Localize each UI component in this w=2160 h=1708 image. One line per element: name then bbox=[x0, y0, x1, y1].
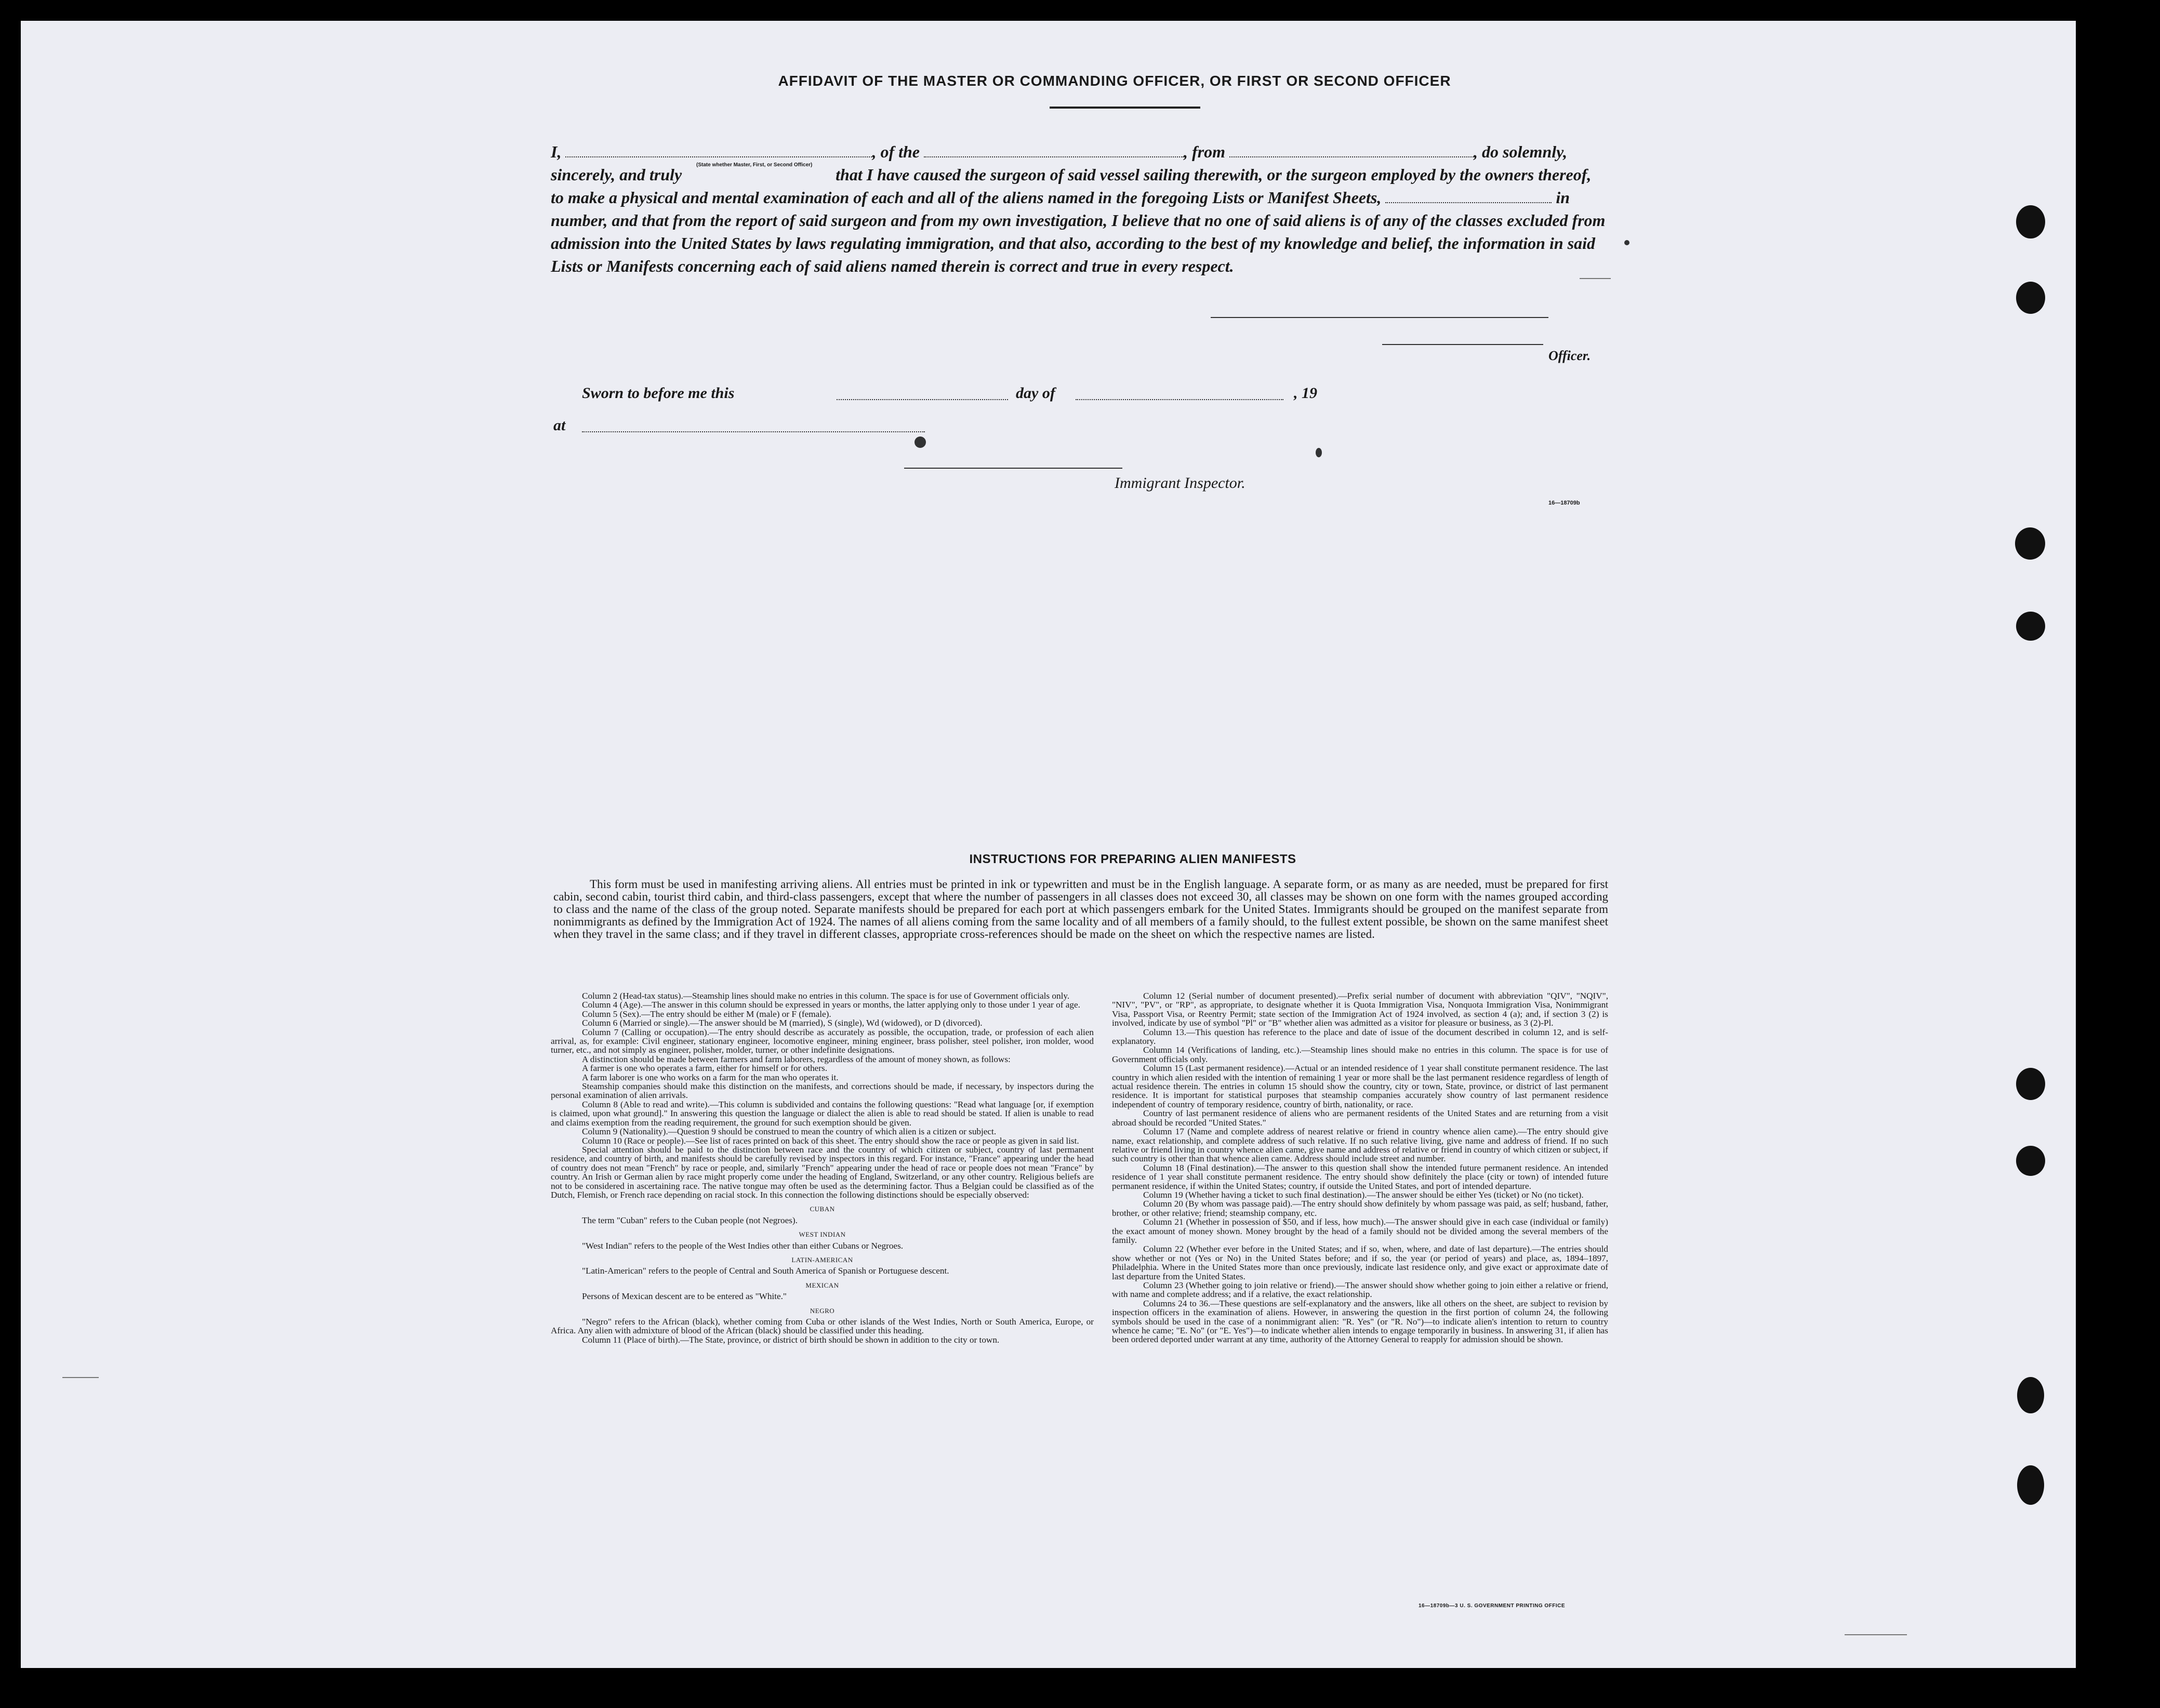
inspector-label: Immigrant Inspector. bbox=[1115, 474, 1245, 492]
binder-hole-icon bbox=[2016, 1068, 2045, 1100]
instruction-paragraph: Column 6 (Married or single).—The answer should be M (married), S (single), Wd (widowed), or D (divorced). bbox=[582, 1018, 983, 1028]
ink-blot bbox=[1316, 448, 1322, 457]
officer-label: Officer. bbox=[1548, 348, 1591, 363]
officer-name-blank[interactable] bbox=[565, 143, 872, 157]
sworn-label: Sworn to before me this bbox=[582, 385, 735, 402]
affidavit-body-1: that I have caused the surgeon of said vessel sailing therewith, or the surgeon employed by the owners thereof, to make a physical and mental examination of each and all of the aliens named in the foregoing Lists or Manifest Sheets, bbox=[551, 165, 1592, 207]
instructions-right-column bbox=[1112, 991, 1608, 1344]
instruction-paragraph: A distinction should be made between farmers and farm laborers, regardless of the amount of money shown, as follows: bbox=[582, 1054, 1011, 1064]
affidavit-solemnly: solemnly, sincerely, and truly bbox=[551, 142, 1568, 184]
instruction-paragraph: Columns 24 to 36.—These questions are self-explanatory and the answers, like all others on the sheet, are subject to revision by inspection officers in the examination of aliens. However, in answering the question in the first portion of column 24, the following symbols should be used in the case of a nonimmigrant alien: "R. Yes" (or "R. No")—to indicate alien's intention to return to country whence he came; "E. No" (or "E. Yes")—to indicate whether alien intends to engage temporarily in business. In answering 31, if alien has been ordered deported under warrant at any time, authority of the Attorney General to reapply for admission should be shown. bbox=[1112, 1298, 1608, 1345]
subhead-negro: NEGRO bbox=[810, 1306, 835, 1315]
signature-line-1[interactable] bbox=[1211, 317, 1548, 318]
affidavit-title: AFFIDAVIT OF THE MASTER OR COMMANDING OFFICER, OR FIRST OR SECOND OFFICER bbox=[778, 73, 1451, 89]
instruction-paragraph: "Negro" refers to the African (black), whether coming from Cuba or other islands of the West Indies, North or South America, Europe, or Africa. Any alien with admixture of blood of the African (black) should be classified under this heading. bbox=[551, 1317, 1094, 1336]
instruction-paragraph: A farmer is one who operates a farm, either for himself or for others. bbox=[582, 1063, 828, 1074]
at-label: at bbox=[553, 417, 566, 434]
scan-mark bbox=[62, 1377, 99, 1378]
title-underline bbox=[1050, 107, 1200, 109]
binder-hole-icon bbox=[2016, 205, 2045, 239]
instruction-paragraph: Column 11 (Place of birth).—The State, province, or district of birth should be shown in addition to the city or town. bbox=[582, 1334, 1000, 1345]
instruction-paragraph: Column 2 (Head-tax status).—Steamship lines should make no entries in this column. The space is for use of Government officials only. bbox=[582, 991, 1070, 1001]
inspector-signature-line[interactable] bbox=[904, 468, 1122, 469]
signature-line-2[interactable] bbox=[1382, 344, 1543, 345]
instructions-intro: This form must be used in manifesting arriving aliens. All entries must be printed in ink or typewritten and must be in the English language. A separate form, or as many as are needed, must be prepared for first cabin, second cabin, tourist third cabin, and third-class passengers, except that where the number of passengers in all classes does not exceed 30, all classes may be shown on one form with the names grouped according to class and the name of the class of the group noted. Separate manifests should be prepared for each port at which passengers embark for the United States. Immigrants should be grouped on the manifest separate from nonimmigrants as defined by the Immigration Act of 1924. The names of all aliens coming from the same locality and of all members of a family should, to the fullest extent possible, be shown on the same manifest sheet when they travel in the same class; and if they travel in different classes, appropriate cross-references should be made on the sheet on which the respective names are listed. bbox=[553, 878, 1608, 941]
instruction-paragraph: Column 23 (Whether going to join relative or friend).—The answer should show whether going to join either a relative or friend, with name and complete address; and if a relative, the exact relationship. bbox=[1112, 1280, 1608, 1300]
instruction-paragraph: Column 4 (Age).—The answer in this column should be expressed in years or months, the latter applying only to those under 1 year of age. bbox=[582, 1000, 1080, 1010]
sworn-day-blank[interactable] bbox=[837, 399, 1008, 400]
instruction-paragraph: Column 21 (Whether in possession of $50, and if less, how much).—The answer should give in each case (individual or family) the exact amount of money shown. Money brought by the head of a family should not be divided among the several members of the family. bbox=[1112, 1217, 1608, 1245]
affidavit-word-do: , do bbox=[1474, 142, 1499, 161]
instruction-paragraph: Column 17 (Name and complete address of nearest relative or friend in country whence alien came).—The entry should give name, exact relationship, and complete address of such relative. If no such relative living, give name and address of friend. If no such relative or friend living in country whence alien came, give name and address of relative or friend in country of which citizen or subject, if such country is other than that whence alien came. Address should include street and number. bbox=[1112, 1127, 1608, 1164]
port-from-blank[interactable] bbox=[1229, 143, 1474, 157]
printing-office-footer: 16—18709b—3 U. S. GOVERNMENT PRINTING OFFICE bbox=[1419, 1603, 1566, 1609]
form-number-top: 16—18709b bbox=[1548, 500, 1580, 506]
instruction-paragraph: Column 7 (Calling or occupation).—The entry should describe as accurately as possible, the occupation, trade, or profession of each alien arrival, as, for example: Civil engineer, stationary engineer, locomotive engineer, mining engineer, brass polisher, steel polisher, iron molder, wood turner, etc., and not simply as engineer, polisher, molder, turner, or other indefinite designations. bbox=[551, 1027, 1094, 1055]
instructions-title: INSTRUCTIONS FOR PREPARING ALIEN MANIFESTS bbox=[969, 852, 1296, 866]
instruction-paragraph: "West Indian" refers to the people of the West Indies other than either Cubans or Negroes. bbox=[582, 1240, 904, 1251]
instruction-paragraph: Column 18 (Final destination).—The answer to this question shall show the intended future permanent residence. An intended residence of 1 year shall constitute permanent residence. The entry should show definitely the place (city or town) of intended future permanent residence, if within the United States; country, if outside the United States, and port of intended departure. bbox=[1112, 1162, 1608, 1191]
subhead-cuban: CUBAN bbox=[810, 1205, 835, 1213]
affidavit-word-i: I, bbox=[551, 142, 562, 161]
day-of-label: day of bbox=[1016, 385, 1055, 402]
instruction-paragraph: Steamship companies should make this distinction on the manifests, and corrections should be made, if necessary, by inspectors during the personal examination of alien arrivals. bbox=[551, 1081, 1094, 1101]
instruction-paragraph: Column 20 (By whom was passage paid).—The entry should show definitely by whom passage was paid, as self; husband, father, brother, or other relative; friend; steamship company, etc. bbox=[1112, 1199, 1608, 1218]
instruction-paragraph: "Latin-American" refers to the people of Central and South America of Spanish or Portuguese descent. bbox=[582, 1266, 949, 1276]
binder-hole-icon bbox=[2017, 1465, 2044, 1505]
affidavit-text bbox=[551, 140, 1606, 277]
instruction-paragraph: The term "Cuban" refers to the Cuban people (not Negroes). bbox=[582, 1215, 798, 1225]
binder-hole-icon bbox=[2017, 1377, 2044, 1413]
scan-mark bbox=[1580, 278, 1611, 279]
instruction-paragraph: Column 10 (Race or people).—See list of races printed on back of this sheet. The entry should show the race or people as given in said list. bbox=[582, 1135, 1079, 1146]
instruction-paragraph: Column 9 (Nationality).—Question 9 should be construed to mean the country of which alien is a citizen or subject. bbox=[582, 1127, 997, 1137]
year-label: , 19 bbox=[1294, 385, 1317, 402]
officer-rank-note: (State whether Master, First, or Second Officer) bbox=[696, 162, 813, 168]
ink-dot bbox=[1624, 240, 1629, 245]
instruction-paragraph: Column 12 (Serial number of document presented).—Prefix serial number of document with abbreviation "QIV", "NQIV", "NIV", "PV", or "RP", as appropriate, to designate whether it is Quota Immigration Visa, Nonquota Immigration Visa, Nonimmigrant Visa, Passport Visa, or Reentry Permit; state section of the Immigration Act of 1924 involved, as section 4 (a); and, if section 3 (2) is involved, indicate by use of symbol "Pl" or "B" whether alien was admitted as a visitor for pleasure or business, as 3 (2)-Pl. bbox=[1112, 991, 1608, 1028]
instruction-paragraph: Persons of Mexican descent are to be entered as "White." bbox=[582, 1291, 787, 1302]
instruction-paragraph: Country of last permanent residence of aliens who are permanent residents of the United States and are returning from a visit abroad should be recorded "United States." bbox=[1112, 1108, 1608, 1128]
ink-blot bbox=[915, 436, 926, 448]
instructions-left-column bbox=[551, 991, 1094, 1344]
affidavit-word-of-the: , of the bbox=[872, 142, 920, 161]
affidavit-body-2: in number, and that from the report of said surgeon and from my own investigation, I believe that no one of said aliens is of any of the classes excluded from admission into the United States by laws regulating immigration, and that also, according to the best of my knowledge and belief, the information in said Lists or Manifests concerning each of said aliens named therein is correct and true in every respect. bbox=[551, 188, 1606, 275]
binder-hole-icon bbox=[2016, 612, 2045, 641]
instruction-paragraph: Column 5 (Sex).—The entry should be either M (male) or F (female). bbox=[582, 1009, 831, 1019]
vessel-name-blank[interactable] bbox=[924, 143, 1184, 157]
binder-hole-icon bbox=[2015, 527, 2045, 560]
manifest-back-sheet bbox=[21, 21, 2076, 1668]
instruction-paragraph: Column 15 (Last permanent residence).—Actual or an intended residence of 1 year shall constitute permanent residence. The last country in which alien resided with the intention of remaining 1 year or more shall be the last permanent residence regardless of length of actual residence therein. The entries in column 15 should show the country, city or town, State, province, or district of last permanent residence. It is important for statistical purposes that steamship companies accurately show country of last permanent residence independent of country of temporary residence, country of birth, nationality, or race. bbox=[1112, 1063, 1608, 1109]
instruction-paragraph: Column 22 (Whether ever before in the United States; and if so, when, where, and date of last departure).—The entries should show whether or not (Yes or No) in the United States before; and if so, the year (or period of years) and place, as, 1894–1897, Philadelphia. Where in the United States more than once previously, indicate last residence only, and give exact or approximate date of last departure from the United States. bbox=[1112, 1244, 1608, 1281]
subhead-mexican: MEXICAN bbox=[805, 1281, 839, 1289]
alien-count-blank[interactable] bbox=[1385, 189, 1552, 203]
instruction-paragraph: Column 13.—This question has reference to the place and date of issue of the document described in column 12, and is self-explanatory. bbox=[1112, 1027, 1608, 1047]
binder-hole-icon bbox=[2016, 282, 2045, 314]
instruction-paragraph: Column 19 (Whether having a ticket to such final destination).—The answer should be either Yes (ticket) or No (no ticket). bbox=[1143, 1189, 1584, 1200]
at-place-blank[interactable] bbox=[582, 431, 925, 432]
instruction-paragraph: Special attention should be paid to the distinction between race and the country of which citizen or subject, country of last permanent residence, and country of birth, and manifests should be carefully revised by inspectors in this regard. For instance, "France" appearing under the head of country does not mean "French" by race or people, and, similarly "French" appearing under the head of race or people does not mean "France" by country. An Irish or German alien by race might properly come under the heading of England, Switzerland, or any other country. Religious beliefs are not to be considered in ascertaining race. The native tongue may often be used as the determining factor. Thus a Belgian could be classified as of the Dutch, Flemish, or French race depending on racial stock. In this connection the following distinctions should be especially observed: bbox=[551, 1144, 1094, 1200]
affidavit-word-from: , from bbox=[1184, 142, 1225, 161]
instruction-paragraph: Column 14 (Verifications of landing, etc.).—Steamship lines should make no entries in this column. The space is for use of Government officials only. bbox=[1112, 1045, 1608, 1064]
binder-hole-icon bbox=[2016, 1146, 2045, 1176]
subhead-latin-american: LATIN-AMERICAN bbox=[791, 1255, 853, 1264]
instruction-paragraph: A farm laborer is one who works on a farm for the man who operates it. bbox=[582, 1072, 839, 1082]
scan-mark bbox=[1845, 1634, 1907, 1635]
subhead-west-indian: WEST INDIAN bbox=[799, 1230, 846, 1239]
affidavit-spacer-blank bbox=[686, 167, 831, 180]
sworn-month-blank[interactable] bbox=[1076, 399, 1283, 400]
instruction-paragraph: Column 8 (Able to read and write).—This column is subdivided and contains the following questions: "Read what language [or, if exemption is claimed, upon what ground]." In answering this question the language or dialect the alien is able to read should be stated. If alien is unable to read and claims exemption from the reading requirement, the ground for such exemption should be given. bbox=[551, 1099, 1094, 1128]
